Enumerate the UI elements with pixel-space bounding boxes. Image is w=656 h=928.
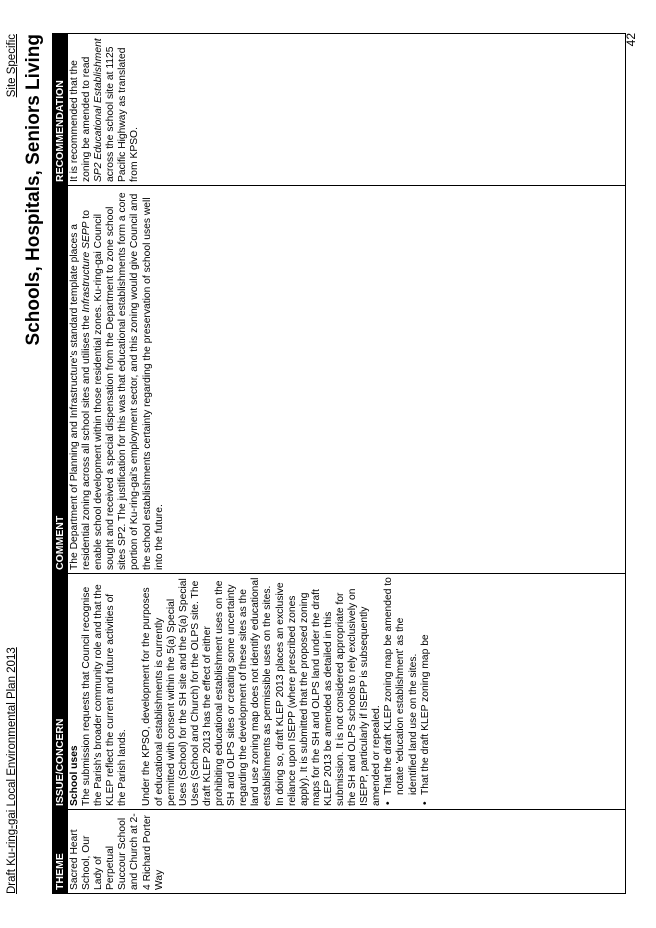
comment-text <box>69 189 166 570</box>
comment-cell <box>68 186 626 574</box>
section-heading: Schools, Hospitals, Seniors Living <box>23 34 44 346</box>
recommendation-cell <box>68 34 626 186</box>
recommendation-text <box>69 37 142 182</box>
section-label: Site Specific <box>6 34 18 98</box>
issue-title: School uses <box>69 745 80 806</box>
table-row <box>68 34 626 894</box>
column-header-issue: ISSUE/CONCERN <box>53 574 68 810</box>
submissions-table <box>52 33 626 894</box>
comment-text-part-1: The Department of Planning and Infrastructure's standard template places a residential zoning across all school sites and utilises the <box>69 224 93 570</box>
comment-italic-term: Infrastructure SEPP <box>81 221 93 313</box>
recommendation-text-part-1: It is recommended that the zoning be amended to read <box>69 56 93 182</box>
theme-cell <box>68 810 626 894</box>
issue-paragraph-1: The submission requests that Council recognise the Parish's broader community role and that the KLEP reflect the current and future activities of the Parish lands. <box>81 584 129 806</box>
recommendation-italic-term: SP2 Educational Establishment <box>93 38 105 182</box>
issue-bullet-1: • That the draft KLEP zoning map be amended to notate 'education establishment' as the identified land use on the sites. <box>383 577 419 795</box>
issue-bullet-list <box>383 577 431 806</box>
issue-cell <box>68 574 626 810</box>
table-header-row <box>53 34 68 894</box>
theme-text: Sacred Heart School, Our Lady of Perpetual Succour School and Church at 2-4 Richard Porter Way <box>69 813 165 890</box>
column-header-theme: THEME <box>53 810 68 894</box>
issue-bullet-2: • That the draft KLEP zoning map be <box>420 577 432 795</box>
column-header-recommendation: RECOMMENDATION <box>53 34 68 186</box>
issue-paragraph-2: Under the KPSO, development for the purposes of educational establishments is currently permitted with consent within the 5(a) Special Uses (School) for the SH site and the 5(a) Special Uses (School and Church) for the OLPS site. The draft KLEP 2013 has the effect of either prohibiting educational establishment uses on the SH and OLPS sites or creating some uncertainty regarding the development of these sites as the land use zoning map does not identify educational establishments as permissible uses on the sites. In doing so, draft KLEP 2013 places an exclusive reliance upon ISEPP (where prescribed zones apply). It is submitted that the proposed zoning maps for the SH and OLPS land under the draft KLEP 2013 be amended as detailed in this submission. It is not considered appropriate for the SH and OLPS schools to rely exclusively on ISEPP, particularly if ISEPP is subsequently amended or repealed. <box>141 577 383 806</box>
comment-text-part-2: to enable school development within those residential zones. Ku-ring-gai Council sought and received a special dispensation from the Department to zone school sites SP2. The justification for this was that educational establishments form a core portion of Ku-ring-gai's employment sector, and this zoning would give Council and the school establishments certainty regarding the preservation of school uses well into the future. <box>81 192 165 570</box>
page-number: 42 <box>624 33 638 47</box>
document-title: Draft Ku-ring-gai Local Environmental Plan 2013 <box>6 647 18 894</box>
column-header-comment: COMMENT <box>53 186 68 574</box>
recommendation-text-part-2: across the school site at 1125 Pacific Highway as translated from KPSO. <box>105 46 141 182</box>
